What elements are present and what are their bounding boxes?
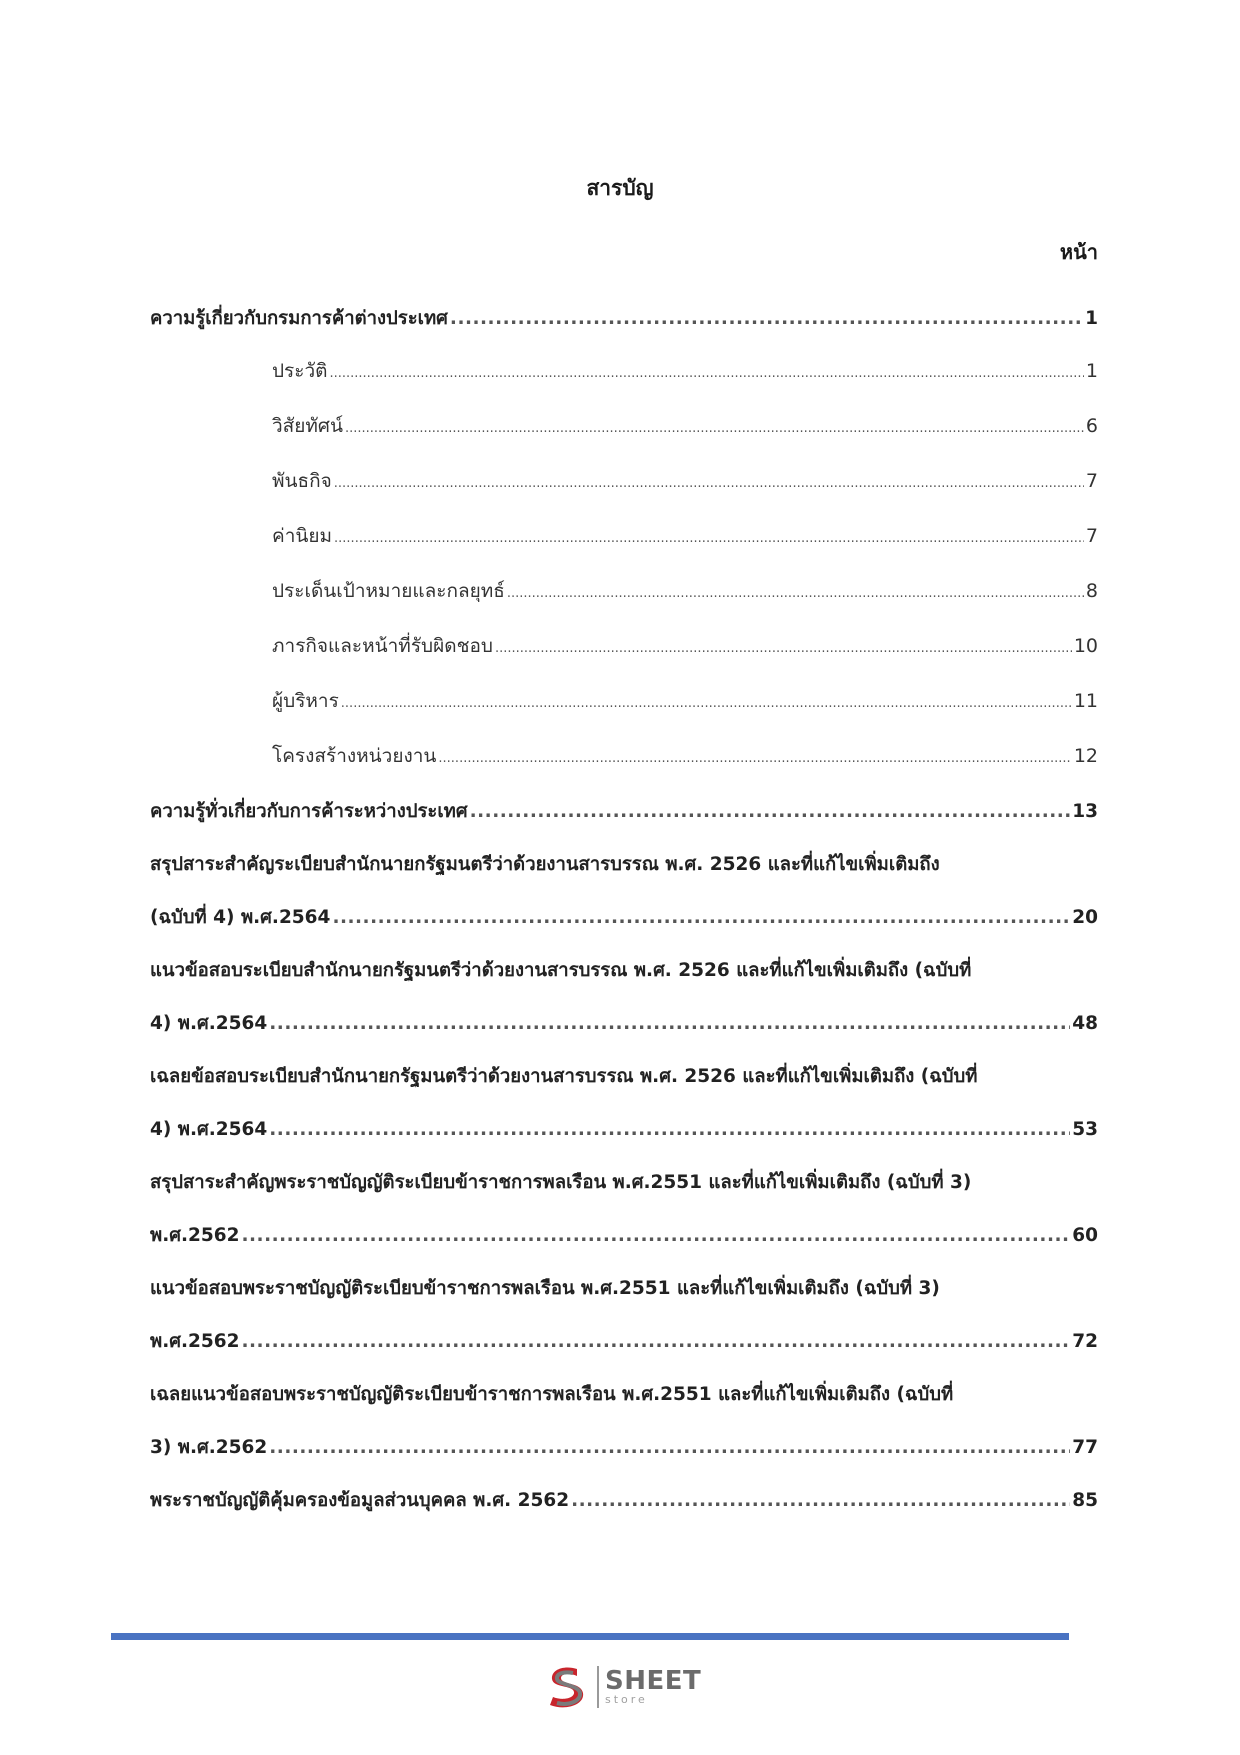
dot-leader (345, 400, 1084, 455)
toc-entry-title: พันธกิจ (272, 470, 332, 492)
toc-entry-page-number: 1 (1085, 308, 1098, 329)
toc-entry-title: พระราชบัญญัติคุ้มครองข้อมูลส่วนบุคคล พ.ศ. 2562 (150, 1490, 570, 1511)
dot-leader (241, 1209, 1070, 1262)
toc-entry-title-line: เฉลยแนวข้อสอบพระราชบัญญัติระเบียบข้าราชการพลเรือน พ.ศ.2551 และที่แก้ไขเพิ่มเติมถึง (ฉบับที่ (150, 1384, 954, 1405)
dot-leader (241, 1315, 1070, 1368)
toc-entry-leader-line (272, 565, 1098, 620)
logo-wordmark-main: SHEET (605, 1666, 702, 1696)
toc-entry-title: ภารกิจและหน้าที่รับผิดชอบ (272, 635, 493, 657)
toc-entry-title: วิสัยทัศน์ (272, 415, 343, 437)
toc-entry-title: ความรู้ทั่วเกี่ยวกับการค้าระหว่างประเทศ (150, 801, 468, 822)
dot-leader (334, 510, 1084, 565)
toc-entry-page-number: 10 (1073, 635, 1098, 657)
dot-leader (329, 345, 1083, 400)
toc-subsection-entry[interactable] (150, 565, 1098, 620)
toc-entry-page-number: 8 (1085, 580, 1098, 602)
toc-subsection-entry[interactable] (150, 345, 1098, 400)
toc-entry-page-number: 60 (1072, 1225, 1098, 1246)
toc-entry-title: 3) พ.ศ.2562 (150, 1437, 268, 1458)
logo-wordmark (605, 1668, 701, 1706)
toc-entry-leader-line (150, 1103, 1098, 1156)
toc-entry-page-number: 72 (1072, 1331, 1098, 1352)
dot-leader (571, 1474, 1070, 1527)
toc-section-entry[interactable] (150, 292, 1098, 345)
toc-entry-leader-line (150, 1209, 1098, 1262)
toc-list (150, 292, 1098, 1527)
toc-section-entry[interactable] (150, 1050, 1098, 1156)
dot-leader (332, 891, 1070, 944)
toc-entry-page-number: 77 (1072, 1437, 1098, 1458)
dot-leader (334, 455, 1084, 510)
toc-entry-page-number: 6 (1085, 415, 1098, 437)
toc-entry-leader-line (272, 510, 1098, 565)
toc-entry-leader-line (150, 1421, 1098, 1474)
toc-section-entry[interactable] (150, 1368, 1098, 1474)
dot-leader (450, 292, 1083, 345)
dot-leader (495, 620, 1072, 675)
toc-entry-leader-line (150, 997, 1098, 1050)
toc-entry-title-line: เฉลยข้อสอบระเบียบสำนักนายกรัฐมนตรีว่าด้วยงานสารบรรณ พ.ศ. 2526 และที่แก้ไขเพิ่มเติมถึง (ฉบับที่ (150, 1066, 978, 1087)
toc-entry-page-number: 53 (1072, 1119, 1098, 1140)
dot-leader (470, 785, 1071, 838)
toc-entry-title: ค่านิยม (272, 525, 333, 547)
toc-entry-leader-line (150, 1474, 1098, 1527)
toc-entry-leader-line (150, 1315, 1098, 1368)
dot-leader (341, 675, 1072, 730)
toc-entry-title: พ.ศ.2562 (150, 1225, 240, 1246)
logo-mark-icon (543, 1661, 591, 1713)
dot-leader (269, 1103, 1070, 1156)
dot-leader (269, 1421, 1070, 1474)
toc-entry-leader-line (150, 891, 1098, 944)
footer-rule (111, 1633, 1069, 1640)
toc-subsection-entry[interactable] (150, 620, 1098, 675)
toc-section-entry[interactable] (150, 838, 1098, 944)
toc-entry-page-number: 7 (1085, 470, 1098, 492)
toc-entry-title-line: สรุปสาระสำคัญพระราชบัญญัติระเบียบข้าราชการพลเรือน พ.ศ.2551 และที่แก้ไขเพิ่มเติมถึง (ฉบับที่ 3) (150, 1172, 972, 1193)
toc-section-entry[interactable] (150, 785, 1098, 838)
toc-entry-page-number: 11 (1073, 690, 1098, 712)
toc-entry-title: 4) พ.ศ.2564 (150, 1013, 268, 1034)
logo-wordmark-sub: store (605, 1693, 648, 1706)
toc-entry-page-number: 20 (1072, 907, 1098, 928)
toc-entry-title: ความรู้เกี่ยวกับกรมการค้าต่างประเทศ (150, 308, 448, 329)
toc-entry-page-number: 13 (1072, 801, 1098, 822)
toc-entry-leader-line (150, 785, 1098, 838)
toc-entry-title: (ฉบับที่ 4) พ.ศ.2564 (150, 907, 331, 928)
toc-subsection-entry[interactable] (150, 455, 1098, 510)
toc-subsection-entry[interactable] (150, 730, 1098, 785)
sheet-store-logo (543, 1657, 713, 1717)
toc-title: สารบัญ (586, 176, 654, 200)
toc-entry-leader-line (272, 730, 1098, 785)
toc-subsection-entry[interactable] (150, 400, 1098, 455)
toc-section-entry[interactable] (150, 1474, 1098, 1527)
toc-entry-title-line: แนวข้อสอบระเบียบสำนักนายกรัฐมนตรีว่าด้วยงานสารบรรณ พ.ศ. 2526 และที่แก้ไขเพิ่มเติมถึง (ฉบับที่ (150, 960, 972, 981)
dot-leader (269, 997, 1070, 1050)
toc-entry-title-line: แนวข้อสอบพระราชบัญญัติระเบียบข้าราชการพลเรือน พ.ศ.2551 และที่แก้ไขเพิ่มเติมถึง (ฉบับที่ 3) (150, 1278, 940, 1299)
toc-entry-page-number: 48 (1072, 1013, 1098, 1034)
toc-section-entry[interactable] (150, 1262, 1098, 1368)
toc-entry-title: พ.ศ.2562 (150, 1331, 240, 1352)
toc-section-entry[interactable] (150, 944, 1098, 1050)
toc-entry-leader-line (272, 675, 1098, 730)
toc-entry-title: โครงสร้างหน่วยงาน (272, 745, 437, 767)
toc-section-entry[interactable] (150, 1156, 1098, 1262)
toc-entry-title: 4) พ.ศ.2564 (150, 1119, 268, 1140)
toc-entry-page-number: 85 (1072, 1490, 1098, 1511)
toc-entry-leader-line (272, 345, 1098, 400)
toc-entry-title: ประวัติ (272, 360, 328, 382)
toc-entry-leader-line (150, 292, 1098, 345)
toc-subsection-entry[interactable] (150, 510, 1098, 565)
toc-entry-page-number: 7 (1085, 525, 1098, 547)
toc-subsection-entry[interactable] (150, 675, 1098, 730)
dot-leader (438, 730, 1071, 785)
toc-entry-title: ประเด็นเป้าหมายและกลยุทธ์ (272, 580, 505, 602)
dot-leader (507, 565, 1084, 620)
toc-entry-page-number: 12 (1073, 745, 1098, 767)
logo-divider (597, 1666, 599, 1708)
page-column-label: หน้า (1059, 240, 1098, 264)
toc-entry-title: ผู้บริหาร (272, 690, 339, 712)
toc-entry-leader-line (272, 400, 1098, 455)
toc-entry-leader-line (272, 620, 1098, 675)
toc-entry-leader-line (272, 455, 1098, 510)
toc-entry-page-number: 1 (1085, 360, 1098, 382)
toc-entry-title-line: สรุปสาระสำคัญระเบียบสำนักนายกรัฐมนตรีว่าด้วยงานสารบรรณ พ.ศ. 2526 และที่แก้ไขเพิ่มเติมถึง (150, 854, 940, 875)
